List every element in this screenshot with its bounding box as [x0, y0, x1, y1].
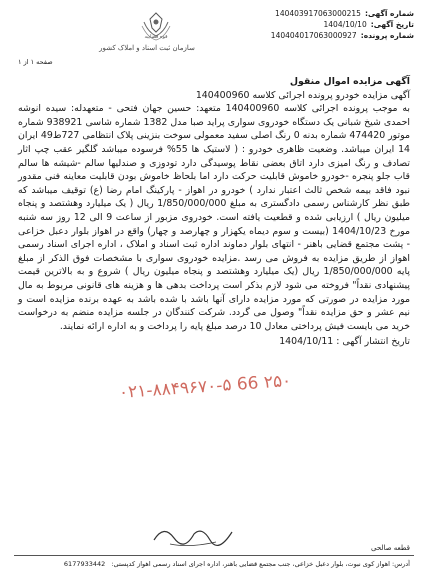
page-indicator: صفحه ۱ از ۱ — [18, 58, 53, 66]
signature-icon — [150, 520, 236, 550]
postal-code: 6177933442 — [63, 560, 106, 568]
meta-notice-date: تاریخ آگهی: 1404/10/10 — [323, 20, 414, 29]
notice-paragraph: به موجب پرونده اجرائی کلاسه 140400960 متعهد: حسین جهان فتحی - متعهدله: سیده انوشه احمدی شیخ شبانی یک دستگاه خودروی سواری پراید صبا مدل 1382 شماره شاسی 938921 شماره موتور 474420 شماره بدنه 0 رنگ اصلی سفید معمولی سوخت بنزینی پلاک انتظامی 727ط49 ایران 14 ایران میباشد. وضعیت ظاهری خودرو : ( لاستیک ها 55% فرسوده میباشد گلگیر عقب چپ اثار تصادف و رنگ امیزی دارد اتاق بعضی نقاط پوسیدگی دارد تودوزی و صندلیها سالم -شیشه ها سالم قاب جلو پنجره -خودرو خاموش قابلیت حرکت دارد اما بلحاظ خاموش بودن قابلیت معاینه فنی مقدور نبود فاقد بیمه شخص ثالث اعتبار ندارد ) خودرو در اهواز - پارکینگ امام رضا (ع) توقیف میباشد که طبق نظر کارشناس رسمی دادگستری به مبلغ 1/850/000/000 ریال ( یک میلیارد وهشتصد و پنجاه میلیون ریال ) ارزیابی شده و قطعیت یافته است. خودروی مزبور از ساعت 9 الی 12 روز سه شنبه مورخ 1404/10/23 (بیست و سوم دیماه یکهزار و چهارصد و چهار) واقع در اهواز بلوار دعبل خزاعی - پشت مجتمع قضایی باهنر - انتهای بلوار دماوند اداره ثبت اسناد و املاک ، اداره اجرای اسناد رسمی اهواز از طریق مزایده به فروش می رسد .مزایده خودروی سواری با مشخصات فوق الذکر از مبلغ پایه 1/850/000/000 ریال (یک میلیارد وهشتصد و پنجاه میلیون ریال ) شروع و به بالاترین قیمت پیشنهادی نقداً" فروخته می شود لازم بذکر است پرداخت بدهی ها و هزینه های قانونی مربوط به مال مورد مزایده در صورتی که مورد مزایده دارای آنها باشد با شده باشد به عهده برنده مزایده است و نیم عشر و حق مزایده نقداً" وصول می گردد. شرکت کنندگان در جلسه مزایده منضم به درخواست خرید می بایست فیش پرداختی معادل 10 درصد مبلغ پایه را پرداخت و به اداره ارائه نمایند. — [15, 103, 411, 332]
meta-notice-number: شماره آگهی: 140403917063000215 — [275, 9, 414, 18]
signer-name: قطعه صالحی — [370, 544, 410, 552]
notice-title: آگهی مزایده اموال منقول — [289, 76, 410, 87]
emblem-caption: قوه قضاییه — [144, 34, 168, 40]
stamp-text: ۰۲۱-۸۸۴۹۶۷۰-۵ 66 ۲۵۰ — [118, 371, 292, 403]
publish-date-line — [18, 335, 410, 349]
notice-subtitle: آگهی مزایده خودرو پرونده اجرائی کلاسه 140400960 — [195, 89, 410, 101]
red-stamp-icon — [110, 362, 300, 408]
publish-date-value: 1404/10/11 — [279, 336, 334, 348]
address-text: آدرس: اهواز کوی نبوت، بلوار دعبل خزاعی، جنب مجتمع قضایی باهنر، اداره اجرای اسناد رسمی اهواز کدپستی: — [111, 560, 410, 568]
publish-date-label: تاریخ انتشار آگهی : — [336, 336, 410, 348]
footer-divider — [14, 555, 414, 556]
notice-body — [15, 75, 411, 349]
footer-address — [18, 559, 410, 569]
notice-meta — [214, 8, 414, 41]
meta-case-number: شماره پرونده: 140404017063000927 — [270, 31, 414, 40]
organization-name: سازمان ثبت اسناد و املاک کشور — [99, 44, 195, 52]
